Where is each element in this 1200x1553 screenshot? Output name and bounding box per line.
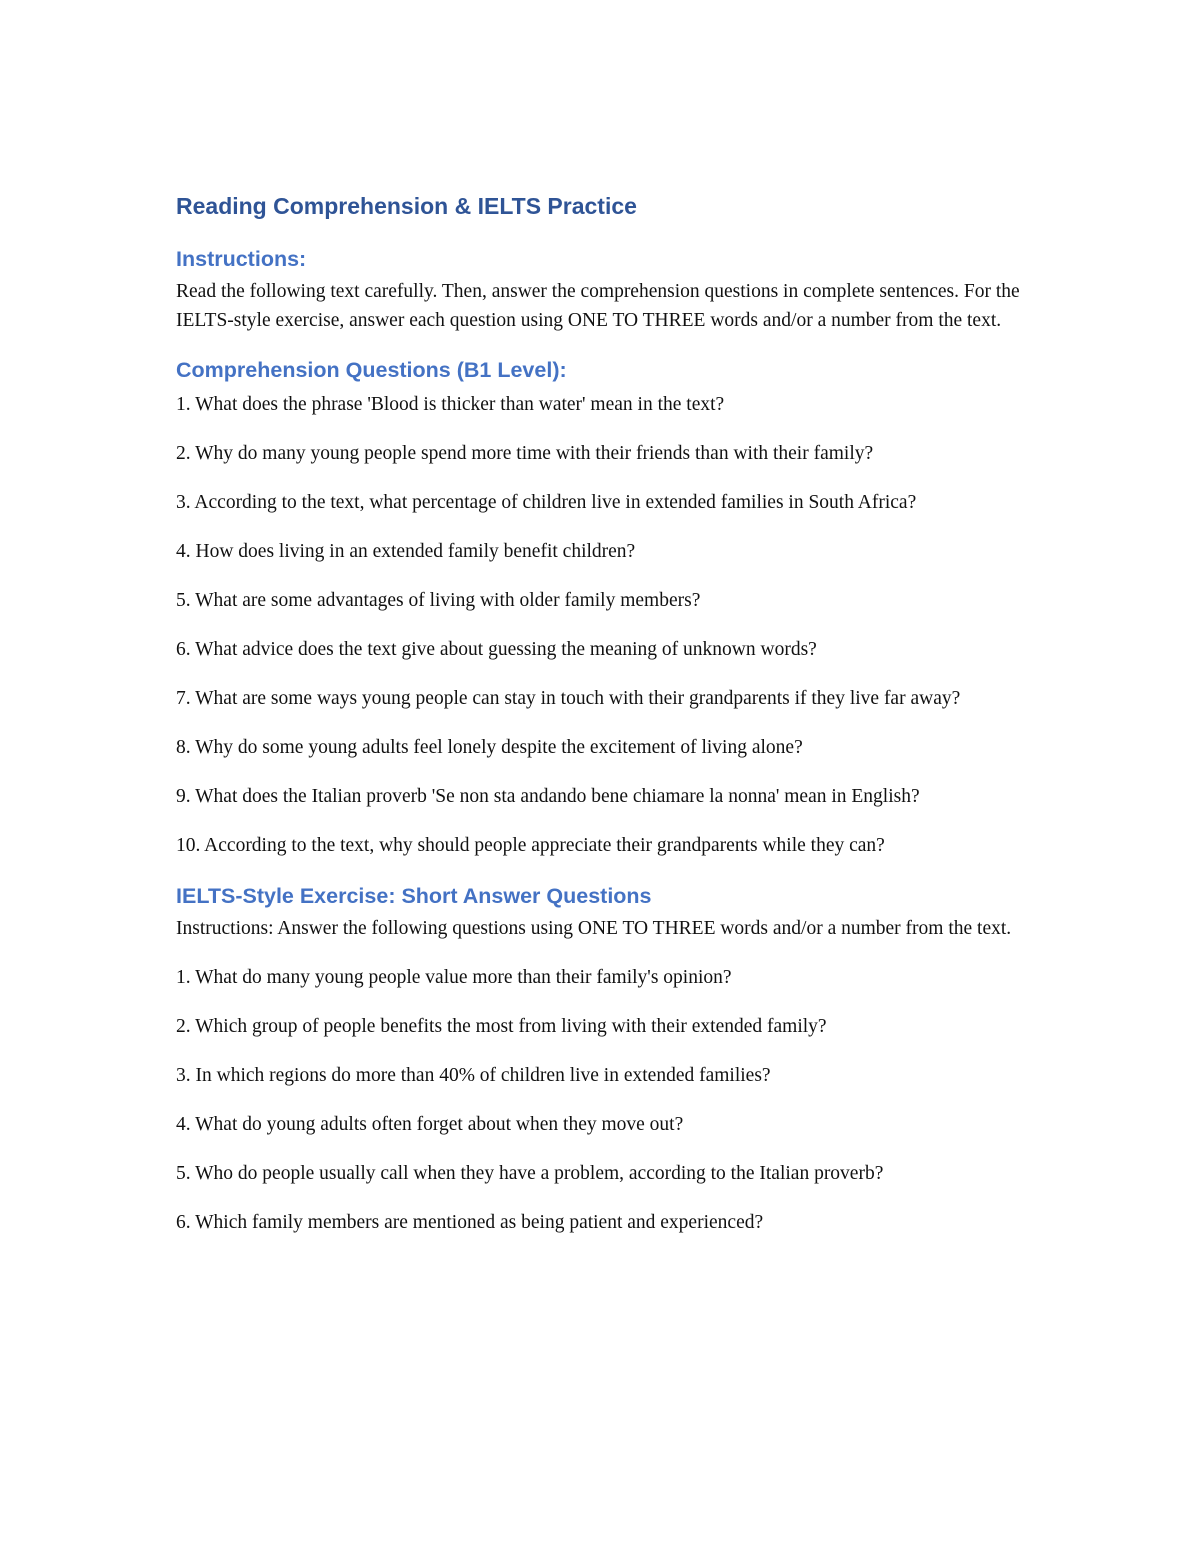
comprehension-question: 8. Why do some young adults feel lonely despite the excitement of living alone? (176, 737, 803, 758)
document-page (176, 190, 1036, 1258)
ielts-question: 6. Which family members are mentioned as being patient and experienced? (176, 1212, 764, 1233)
instructions-heading: Instructions: (176, 247, 307, 271)
comprehension-heading: Comprehension Questions (B1 Level): (176, 358, 567, 382)
comprehension-question: 10. According to the text, why should people appreciate their grandparents while they can? (176, 835, 885, 856)
comprehension-question: 1. What does the phrase 'Blood is thicker than water' mean in the text? (176, 394, 725, 415)
ielts-question: 4. What do young adults often forget about when they move out? (176, 1114, 684, 1135)
comprehension-question: 2. Why do many young people spend more time with their friends than with their family? (176, 443, 874, 464)
comprehension-question: 5. What are some advantages of living with older family members? (176, 590, 701, 611)
document-title: Reading Comprehension & IELTS Practice (176, 193, 637, 219)
comprehension-question: 6. What advice does the text give about guessing the meaning of unknown words? (176, 639, 817, 660)
ielts-question: 1. What do many young people value more than their family's opinion? (176, 967, 732, 988)
ielts-question: 5. Who do people usually call when they have a problem, according to the Italian proverb? (176, 1163, 884, 1184)
comprehension-question: 9. What does the Italian proverb 'Se non sta andando bene chiamare la nonna' mean in English? (176, 786, 920, 807)
ielts-question: 3. In which regions do more than 40% of children live in extended families? (176, 1065, 771, 1086)
comprehension-question: 3. According to the text, what percentage of children live in extended families in South Africa? (176, 492, 917, 513)
comprehension-question-list (176, 391, 1036, 861)
ielts-question: 2. Which group of people benefits the most from living with their extended family? (176, 1016, 827, 1037)
comprehension-question: 4. How does living in an extended family benefit children? (176, 541, 636, 562)
ielts-heading: IELTS-Style Exercise: Short Answer Questions (176, 884, 652, 908)
ielts-question-list (176, 964, 1036, 1238)
comprehension-question: 7. What are some ways young people can stay in touch with their grandparents if they live far away? (176, 688, 961, 709)
instructions-text: Read the following text carefully. Then, answer the comprehension questions in complete sentences. For the IELTS-style exercise, answer each question using ONE TO THREE words and/or a number from the text. (176, 281, 1020, 331)
ielts-instructions: Instructions: Answer the following questions using ONE TO THREE words and/or a number from the text. (176, 918, 1012, 939)
